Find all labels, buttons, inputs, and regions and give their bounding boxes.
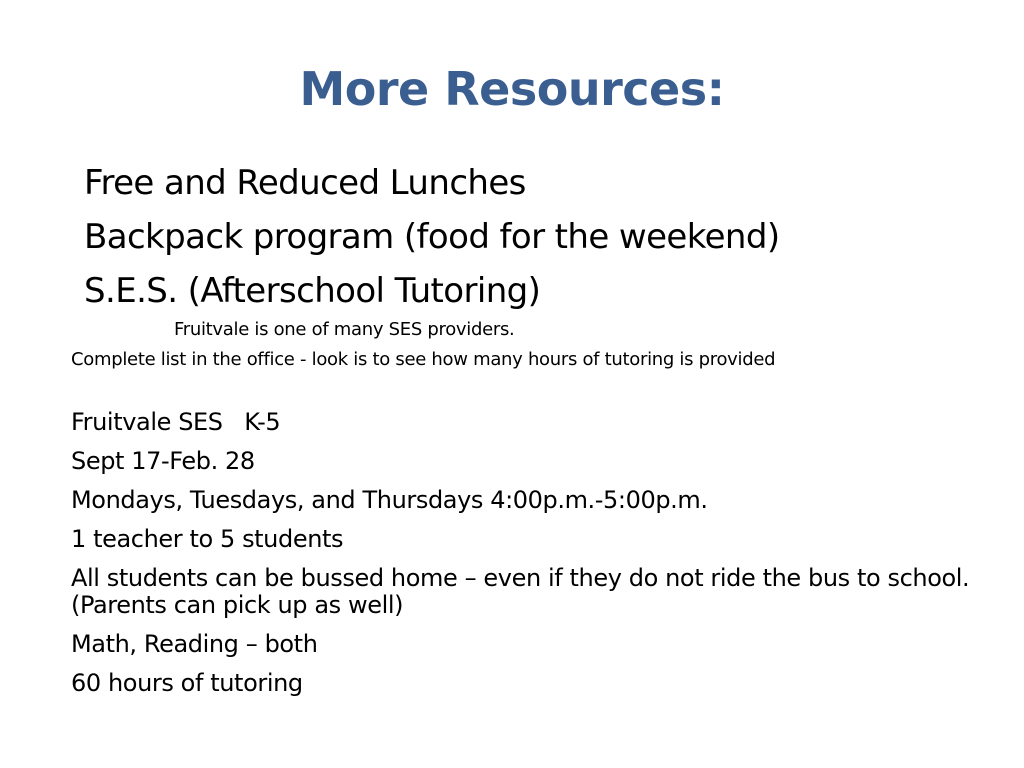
- program-details-list: [71, 408, 984, 709]
- detail-item: All students can be bussed home – even if they do not ride the bus to school. (Parents can pick up as well): [71, 564, 984, 619]
- ses-provider-note: Fruitvale is one of many SES providers.: [174, 319, 515, 340]
- detail-item: Math, Reading – both: [71, 630, 318, 658]
- detail-item: 1 teacher to 5 students: [71, 525, 344, 553]
- detail-item: Sept 17-Feb. 28: [71, 447, 255, 475]
- ses-list-note: Complete list in the office - look is to see how many hours of tutoring is provided: [71, 349, 776, 370]
- detail-item: 60 hours of tutoring: [71, 669, 303, 697]
- resource-item: S.E.S. (Afterschool Tutoring): [84, 271, 541, 311]
- resource-item: Backpack program (food for the weekend): [84, 217, 780, 257]
- detail-item: Mondays, Tuesdays, and Thursdays 4:00p.m.-5:00p.m.: [71, 486, 708, 514]
- slide-title: More Resources:: [299, 62, 725, 116]
- resources-list: [84, 156, 780, 318]
- resource-item: Free and Reduced Lunches: [84, 163, 526, 203]
- detail-item: Fruitvale SES K-5: [71, 408, 281, 436]
